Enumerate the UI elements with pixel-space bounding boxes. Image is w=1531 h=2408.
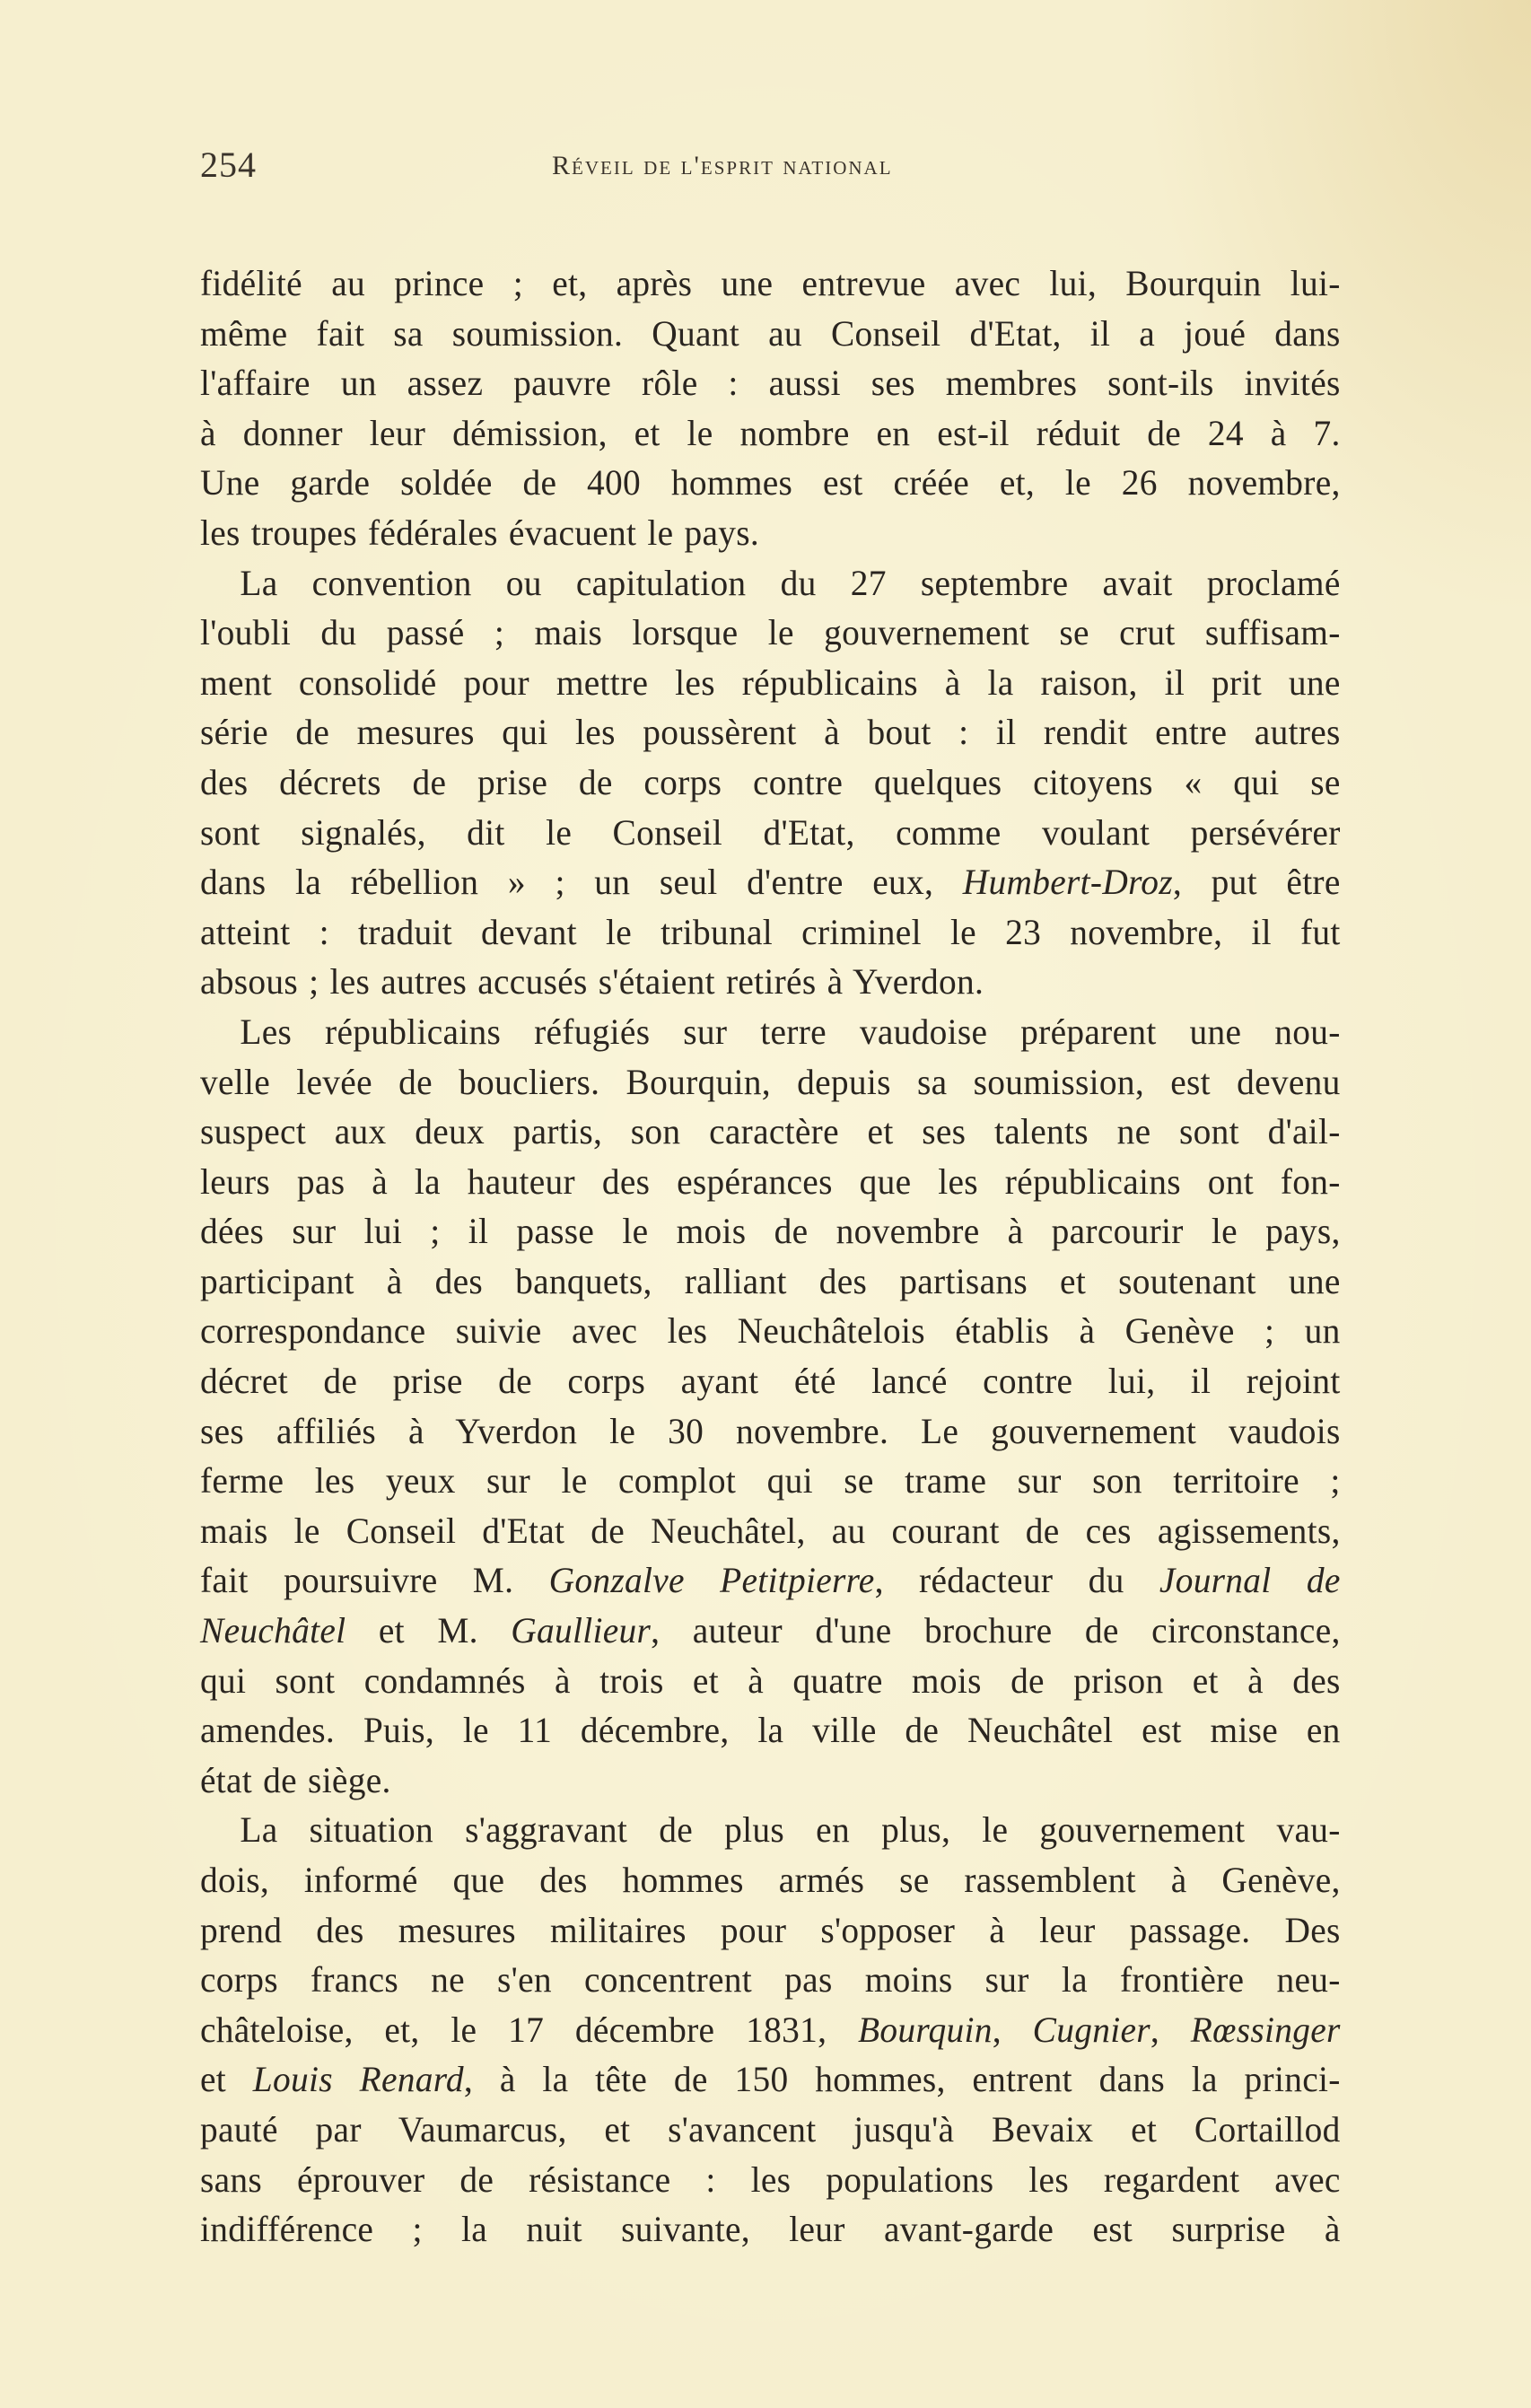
text-line xyxy=(200,1905,1341,1956)
text-run: leurs pas à la hauteur des espérances que les républicains ont fon- xyxy=(200,1160,1341,1202)
italic-text: Gaullieur xyxy=(511,1610,652,1651)
text-line xyxy=(200,1606,1341,1656)
text-line xyxy=(200,2155,1341,2205)
text-line xyxy=(200,2105,1341,2155)
text-line xyxy=(200,309,1341,359)
text-line xyxy=(200,1157,1341,1207)
italic-text: Humbert-Droz xyxy=(962,862,1173,903)
text-line xyxy=(200,1007,1341,1057)
text-run: et xyxy=(200,2059,253,2100)
text-line xyxy=(200,1855,1341,1905)
text-line xyxy=(200,1506,1341,1556)
text-line xyxy=(200,1656,1341,1706)
paragraph xyxy=(200,1805,1341,2254)
text-run: pauté par Vaumarcus, et s'avancent jusqu'à Bevaix et Cortaillod xyxy=(200,2108,1341,2150)
text-line xyxy=(200,458,1341,508)
text-run: des décrets de prise de corps contre quelques citoyens « qui se xyxy=(200,761,1341,802)
text-line xyxy=(200,1555,1341,1606)
text-run: correspondance suivie avec les Neuchâtelois établis à Genève ; un xyxy=(200,1310,1341,1352)
body-text xyxy=(200,258,1341,2255)
text-run: dans la rébellion » ; un seul d'entre eux, xyxy=(200,862,963,903)
italic-text: Rœssinger xyxy=(1190,2009,1341,2050)
text-run: , xyxy=(1150,2009,1191,2050)
italic-text: Bourquin xyxy=(857,2009,993,2050)
text-run: prend des mesures militaires pour s'opposer à leur passage. Des xyxy=(200,1909,1341,1950)
italic-text: Gonzalve Petitpierre xyxy=(548,1560,875,1601)
italic-text: Louis Renard xyxy=(252,2059,464,2100)
text-run: série de mesures qui les poussèrent à bout : il rendit entre autres xyxy=(200,712,1341,753)
text-run: état de siège. xyxy=(200,1759,391,1800)
text-run: dées sur lui ; il passe le mois de novembre à parcourir le pays, xyxy=(200,1211,1341,1252)
text-line xyxy=(200,1306,1341,1356)
text-run: sont signalés, dit le Conseil d'Etat, comme voulant persévérer xyxy=(200,811,1341,853)
text-run: atteint : traduit devant le tribunal criminel le 23 novembre, il fut xyxy=(200,911,1341,952)
text-run: ment consolidé pour mettre les républicains à la raison, il prit une xyxy=(200,661,1341,703)
text-run: même fait sa soumission. Quant au Conseil d'Etat, il a joué dans xyxy=(200,312,1341,354)
text-line xyxy=(200,757,1341,808)
text-line xyxy=(200,808,1341,858)
text-line xyxy=(200,508,1341,558)
text-line xyxy=(200,1356,1341,1406)
text-run: et M. xyxy=(346,1610,512,1651)
text-line xyxy=(200,2005,1341,2055)
text-line xyxy=(200,1955,1341,2005)
text-line xyxy=(200,408,1341,459)
text-run: participant à des banquets, ralliant des partisans et soutenant une xyxy=(200,1260,1341,1301)
italic-text: Cugnier xyxy=(1032,2009,1150,2050)
running-title: Réveil de l'esprit national xyxy=(552,151,893,180)
text-line xyxy=(200,1805,1341,1855)
text-line xyxy=(200,907,1341,958)
text-run: l'oubli du passé ; mais lorsque le gouvernement se crut suffisam- xyxy=(200,612,1341,653)
text-line xyxy=(200,1406,1341,1457)
text-run: ferme les yeux sur le complot qui se trame sur son territoire ; xyxy=(200,1460,1341,1502)
text-run: qui sont condamnés à trois et à quatre mois de prison et à des xyxy=(200,1659,1341,1701)
text-run: ses affiliés à Yverdon le 30 novembre. Le gouvernement vaudois xyxy=(200,1410,1341,1451)
text-line xyxy=(200,857,1341,907)
text-run: fait poursuivre M. xyxy=(200,1560,549,1601)
text-run: les troupes fédérales évacuent le pays. xyxy=(200,512,760,553)
text-line xyxy=(200,658,1341,708)
text-run: , auteur d'une brochure de circonstance, xyxy=(651,1610,1341,1651)
text-run: , à la tête de 150 hommes, entrent dans la princi- xyxy=(463,2059,1341,2100)
text-line xyxy=(200,2204,1341,2255)
text-line xyxy=(200,707,1341,757)
text-run: absous ; les autres accusés s'étaient retirés à Yverdon. xyxy=(200,961,984,1003)
text-line xyxy=(200,608,1341,658)
italic-text: Journal de xyxy=(1159,1560,1341,1601)
text-run: sans éprouver de résistance : les populations les regardent avec xyxy=(200,2158,1341,2200)
text-line xyxy=(200,957,1341,1007)
paragraph xyxy=(200,1007,1341,1806)
text-line xyxy=(200,558,1341,609)
text-run: indifférence ; la nuit suivante, leur avant-garde est surprise à xyxy=(200,2209,1341,2250)
text-run: à donner leur démission, et le nombre en est-il réduit de 24 à 7. xyxy=(200,412,1341,453)
text-run: velle levée de boucliers. Bourquin, depuis sa soumission, est devenu xyxy=(200,1061,1341,1102)
text-run: La situation s'aggravant de plus en plus, le gouvernement vau- xyxy=(240,1809,1341,1851)
text-run: La convention ou capitulation du 27 septembre avait proclamé xyxy=(240,562,1341,603)
text-run: fidélité au prince ; et, après une entrevue avec lui, Bourquin lui- xyxy=(200,263,1341,303)
text-run: , rédacteur du xyxy=(874,1560,1159,1601)
text-line xyxy=(200,1057,1341,1108)
text-line xyxy=(200,1107,1341,1157)
italic-text: Neuchâtel xyxy=(200,1610,346,1651)
book-page xyxy=(200,144,1358,2255)
text-run: amendes. Puis, le 11 décembre, la ville de Neuchâtel est mise en xyxy=(200,1710,1341,1751)
text-run: suspect aux deux partis, son caractère et ses talents ne sont d'ail- xyxy=(200,1111,1341,1152)
text-line xyxy=(200,2054,1341,2105)
paragraph xyxy=(200,258,1341,558)
text-line xyxy=(200,1456,1341,1506)
text-line xyxy=(200,1705,1341,1756)
page-number: 254 xyxy=(200,144,257,185)
text-run: , put être xyxy=(1172,862,1341,903)
text-line xyxy=(200,358,1341,408)
text-line xyxy=(200,1257,1341,1307)
text-line xyxy=(200,1206,1341,1257)
text-line xyxy=(200,1756,1341,1806)
text-run: châteloise, et, le 17 décembre 1831, xyxy=(200,2009,858,2050)
text-run: Les républicains réfugiés sur terre vaudoise préparent une nou- xyxy=(240,1011,1341,1052)
text-run: Une garde soldée de 400 hommes est créée et, le 26 novembre, xyxy=(200,462,1341,503)
running-head xyxy=(200,144,1358,197)
text-run: dois, informé que des hommes armés se rassemblent à Genève, xyxy=(200,1860,1341,1900)
text-line xyxy=(200,258,1341,309)
text-run: mais le Conseil d'Etat de Neuchâtel, au courant de ces agissements, xyxy=(200,1510,1341,1551)
text-run: l'affaire un assez pauvre rôle : aussi ses membres sont-ils invités xyxy=(200,363,1341,404)
text-run: décret de prise de corps ayant été lancé contre lui, il rejoint xyxy=(200,1361,1341,1402)
text-run: , xyxy=(992,2009,1033,2050)
paragraph xyxy=(200,558,1341,1007)
text-run: corps francs ne s'en concentrent pas moins sur la frontière neu- xyxy=(200,1959,1341,2001)
